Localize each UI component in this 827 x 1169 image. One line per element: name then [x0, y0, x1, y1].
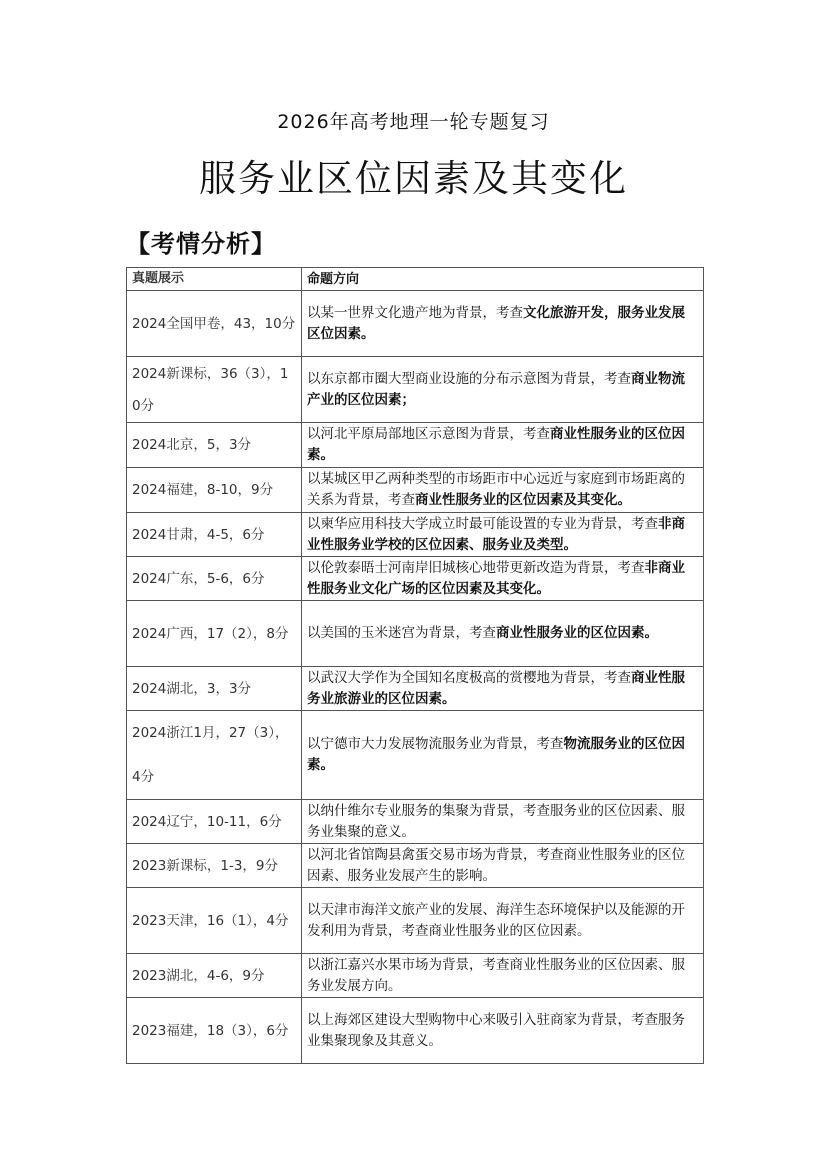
direction-text: 以东京都市圈大型商业设施的分布示意图为背景，考查: [307, 370, 631, 387]
direction-text: 以柬华应用科技大学成立时最可能设置的专业为背景，考查: [307, 515, 658, 532]
page-subtitle: 2026年高考地理一轮专题复习: [277, 111, 550, 133]
table-row: [127, 557, 704, 601]
exam-source: 2023福建，18（3），6分: [127, 998, 302, 1064]
question-direction: [302, 557, 704, 601]
column-header-source: 真题展示: [127, 268, 302, 291]
table-row: [127, 844, 704, 888]
exam-source: 2024北京，5，3分: [127, 423, 302, 468]
direction-bold: 商业性服务业的区位因素。: [307, 426, 685, 463]
exam-source: 2024广东，5-6，6分: [127, 557, 302, 601]
direction-text: 以浙江嘉兴水果市场为背景，考查商业性服务业的区位因素、服务业发展方向。: [307, 956, 685, 994]
question-direction: [302, 357, 704, 423]
section-title: 【考情分析】: [126, 230, 276, 258]
table-row: [127, 601, 704, 667]
exam-source: 2024甘肃，4-5，6分: [127, 513, 302, 557]
table-row: [127, 468, 704, 513]
table-header-row: [127, 268, 704, 291]
exam-source: 2023天津，16（1），4分: [127, 888, 302, 954]
table-row: [127, 291, 704, 357]
direction-bold: 商业性服务业旅游业的区位因素。: [307, 669, 685, 707]
direction-text: 以纳什维尔专业服务的集聚为背景，考查服务业的区位因素、服务业集聚的意义。: [307, 802, 685, 840]
exam-source: 2023新课标，1-3，9分: [127, 844, 302, 888]
question-direction: [302, 711, 704, 800]
question-direction: [302, 954, 704, 998]
question-direction: [302, 601, 704, 667]
exam-source: 2024福建，8-10，9分: [127, 468, 302, 513]
table-row: [127, 357, 704, 423]
direction-text: 以美国的玉米迷宫为背景，考查: [307, 625, 496, 641]
table-row: [127, 998, 704, 1064]
question-direction: [302, 468, 704, 513]
direction-text: 以天津市海洋文旅产业的发展、海洋生态环境保护以及能源的开发利用为背景，考查商业性服务业的区位因素。: [307, 901, 685, 939]
question-direction: [302, 513, 704, 557]
direction-text: 以河北省馆陶县禽蛋交易市场为背景，考查商业性服务业的区位因素、服务业发展产生的影响。: [307, 846, 685, 884]
direction-text: 以某一世界文化遗产地为背景，考查: [307, 304, 523, 321]
question-direction: [302, 291, 704, 357]
question-direction: [302, 888, 704, 954]
question-direction: [302, 667, 704, 711]
column-header-direction: 命题方向: [302, 268, 704, 291]
question-direction: [302, 800, 704, 844]
direction-text: 以武汉大学作为全国知名度极高的赏樱地为背景，考查: [307, 669, 631, 686]
table-row: [127, 513, 704, 557]
table-row: [127, 954, 704, 998]
table-row: [127, 800, 704, 844]
direction-bold: 物流服务业的区位因素。: [307, 736, 685, 773]
direction-bold: 商业性服务业的区位因素。: [496, 625, 658, 641]
exam-source: 2024新课标，36（3），10分: [127, 357, 302, 423]
exam-source: 2024湖北，3，3分: [127, 667, 302, 711]
exam-source: 2024全国甲卷，43，10分: [127, 291, 302, 357]
exam-source: 2024浙江1月，27（3），4分: [127, 711, 302, 800]
direction-text: 以河北平原局部地区示意图为背景，考查: [307, 426, 550, 442]
direction-bold: 非商业性服务业学校的区位因素、服务业及类型。: [307, 515, 685, 553]
question-direction: [302, 423, 704, 468]
exam-source: 2024辽宁，10-11，6分: [127, 800, 302, 844]
direction-bold: 商业性服务业的区位因素及其变化。: [415, 492, 631, 508]
table-row: [127, 423, 704, 468]
exam-source: 2024广西，17（2），8分: [127, 601, 302, 667]
question-direction: [302, 844, 704, 888]
direction-text: 以某城区甲乙两种类型的市场距市中心远近与家庭到市场距离的关系为背景，考查: [307, 471, 685, 508]
direction-bold: 商业物流产业的区位因素；: [307, 370, 685, 408]
direction-text: 以宁德市大力发展物流服务业为背景，考查: [307, 736, 564, 752]
direction-bold: 非商业性服务业文化广场的区位因素及其变化。: [307, 559, 685, 597]
direction-bold: 文化旅游开发，服务业发展区位因素。: [307, 304, 685, 342]
exam-source: 2023湖北，4-6，9分: [127, 954, 302, 998]
table-row: [127, 667, 704, 711]
table-row: [127, 711, 704, 800]
exam-analysis-table: [126, 267, 704, 1064]
direction-text: 以伦敦泰晤士河南岸旧城核心地带更新改造为背景，考查: [307, 559, 645, 576]
direction-text: 以上海郊区建设大型购物中心来吸引入驻商家为背景，考查服务业集聚现象及其意义。: [307, 1011, 685, 1049]
table-row: [127, 888, 704, 954]
question-direction: [302, 998, 704, 1064]
page-title: 服务业区位因素及其变化: [199, 157, 628, 200]
